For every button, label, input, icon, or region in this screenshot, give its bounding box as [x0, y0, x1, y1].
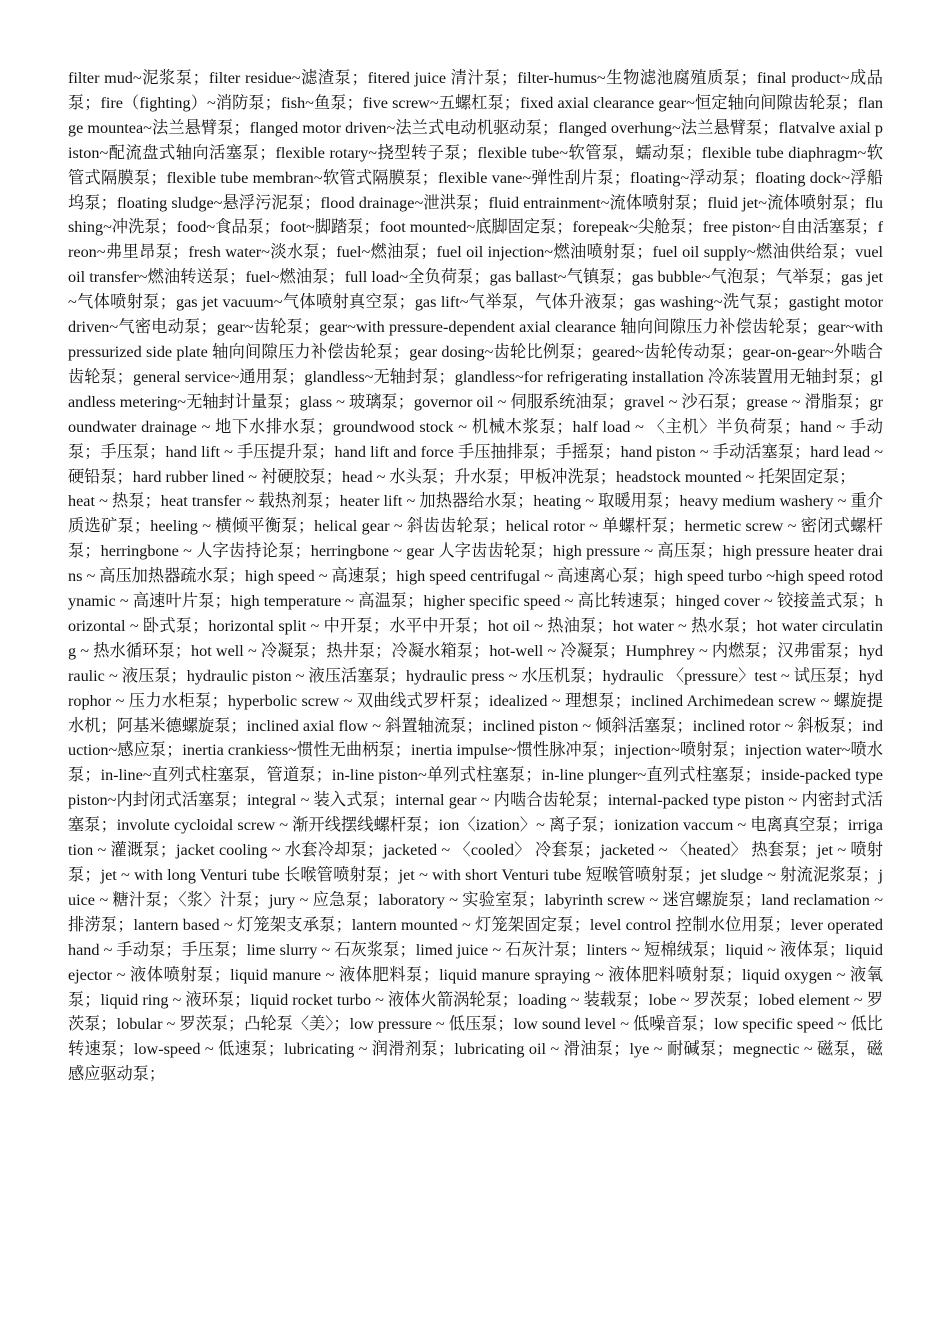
- document-page: [68, 66, 883, 1087]
- glossary-paragraph-f-h: filter mud~泥浆泵；filter residue~滤渣泵；fitered juice 清汁泵；filter-humus~生物滤池腐殖质泵；final product~成品泵；fire（fighting）~消防泵；fish~鱼泵；five screw~五螺杠泵；fixed axial clearance gear~恒定轴向间隙齿轮泵；flange mountea~法兰悬臂泵；flanged motor driven~法兰式电动机驱动泵；flanged overhung~法兰悬臂泵；flatvalve axial piston~配流盘式轴向活塞泵；flexible rotary~挠型转子泵；flexible tube~软管泵，蠕动泵；flexible tube diaphragm~软管式隔膜泵；flexible tube membran~软管式隔膜泵；flexible vane~弹性刮片泵；floating~浮动泵；floating dock~浮船坞泵；floating sludge~悬浮污泥泵；flood drainage~泄洪泵；fluid entrainment~流体喷射泵；fluid jet~流体喷射泵；flushing~冲洗泵；food~食品泵；foot~脚踏泵；foot mounted~底脚固定泵；forepeak~尖舱泵；free piston~自由活塞泵；freon~弗里昂泵；fresh water~淡水泵；fuel~燃油泵；fuel oil injection~燃油喷射泵；fuel oil supply~燃油供给泵；vuel oil transfer~燃油转送泵；fuel~燃油泵；full load~全负荷泵；gas ballast~气镇泵；gas bubble~气泡泵；气举泵；gas jet~气体喷射泵；gas jet vacuum~气体喷射真空泵；gas lift~气举泵，气体升液泵；gas washing~洗气泵；gastight motor driven~气密电动泵；gear~齿轮泵；gear~with pressure-dependent axial clearance 轴向间隙压力补偿齿轮泵；gear~with pressurized side plate 轴向间隙压力补偿齿轮泵；gear dosing~齿轮比例泵；geared~齿轮传动泵；gear-on-gear~外啮合齿轮泵；general service~通用泵；glandless~无轴封泵；glandless~for refrigerating installation 冷冻装置用无轴封泵；glandless metering~无轴封计量泵；glass ~ 玻璃泵；governor oil ~ 伺服系统油泵；gravel ~ 沙石泵；grease ~ 滑脂泵；groundwater drainage ~ 地下水排水泵；groundwood stock ~ 机械木浆泵；half load ~ 〈主机〉半负荷泵；hand ~ 手动泵；手压泵；hand lift ~ 手压提升泵；hand lift and force 手压抽排泵；手摇泵；hand piston ~ 手动活塞泵；hard lead ~ 硬铅泵；hard rubber lined ~ 衬硬胶泵；head ~ 水头泵；升水泵；甲板冲洗泵；headstock mounted ~ 托架固定泵；: [68, 69, 883, 486]
- glossary-paragraph-h-m: heat ~ 热泵；heat transfer ~ 载热剂泵；heater lift ~ 加热器给水泵；heating ~ 取暖用泵；heavy medium washery ~ 重介质选矿泵；heeling ~ 横倾平衡泵；helical gear ~ 斜齿齿轮泵；helical rotor ~ 单螺杆泵；hermetic screw ~ 密闭式螺杆泵；herringbone ~ 人字齿持论泵；herringbone ~ gear 人字齿齿轮泵；high pressure ~ 高压泵；high pressure heater drains ~ 高压加热器疏水泵；high speed ~ 高速泵；high speed centrifugal ~ 高速离心泵；high speed turbo ~high speed rotodynamic ~ 高速叶片泵；high temperature ~ 高温泵；higher specific speed ~ 高比转速泵；hinged cover ~ 铰接盖式泵；horizontal ~ 卧式泵；horizontal split ~ 中开泵；水平中开泵；hot oil ~ 热油泵；hot water ~ 热水泵；hot water circulating ~ 热水循环泵；hot well ~ 冷凝泵；热井泵；冷凝水箱泵；hot-well ~ 冷凝泵；Humphrey ~ 内燃泵；汉弗雷泵；hydraulic ~ 液压泵；hydraulic piston ~ 液压活塞泵；hydraulic press ~ 水压机泵；hydraulic 〈pressure〉test ~ 试压泵；hydrophor ~ 压力水柜泵；hyperbolic screw ~ 双曲线式罗杆泵；idealized ~ 理想泵；inclined Archimedean screw ~ 螺旋提水机；阿基米德螺旋泵；inclined axial flow ~ 斜置轴流泵；inclined piston ~ 倾斜活塞泵；inclined rotor ~ 斜板泵；induction~感应泵；inertia crankiess~惯性无曲柄泵；inertia impulse~惯性脉冲泵；injection~喷射泵；injection water~喷水泵；in-line~直列式柱塞泵，管道泵；in-line piston~单列式柱塞泵；in-line plunger~直列式柱塞泵；inside-packed type piston~内封闭式活塞泵；integral ~ 装入式泵；internal gear ~ 内啮合齿轮泵；internal-packed type piston ~ 内密封式活塞泵；involute cycloidal screw ~ 渐开线摆线螺杆泵；ion〈ization〉~ 离子泵；ionization vaccum ~ 电离真空泵；irrigation ~ 灌溉泵；jacket cooling ~ 水套冷却泵；jacketed ~ 〈cooled〉 冷套泵；jacketed ~ 〈heated〉 热套泵；jet ~ 喷射泵；jet ~ with long Venturi tube 长喉管喷射泵；jet ~ with short Venturi tube 短喉管喷射泵；jet sludge ~ 射流泥浆泵；juice ~ 糖汁泵；〈浆〉汁泵；jury ~ 应急泵；laboratory ~ 实验室泵；labyrinth screw ~ 迷宫螺旋泵；land reclamation ~ 排涝泵；lantern based ~ 灯笼架支承泵；lantern mounted ~ 灯笼架固定泵；level control 控制水位用泵；lever operated hand ~ 手动泵；手压泵；lime slurry ~ 石灰浆泵；limed juice ~ 石灰汁泵；linters ~ 短棉绒泵；liquid ~ 液体泵；liquid ejector ~ 液体喷射泵；liquid manure ~ 液体肥料泵；liquid manure spraying ~ 液体肥料喷射泵；liquid oxygen ~ 液氧泵；liquid ring ~ 液环泵；liquid rocket turbo ~ 液体火箭涡轮泵；loading ~ 装载泵；lobe ~ 罗茨泵；lobed element ~ 罗茨泵；lobular ~ 罗茨泵；凸轮泵〈美〉；low pressure ~ 低压泵；low sound level ~ 低噪音泵；low specific speed ~ 低比转速泵；low-speed ~ 低速泵；lubricating ~ 润滑剂泵；lubricating oil ~ 滑油泵；lye ~ 耐碱泵；megnectic ~ 磁泵，磁感应驱动泵；: [68, 492, 883, 1084]
